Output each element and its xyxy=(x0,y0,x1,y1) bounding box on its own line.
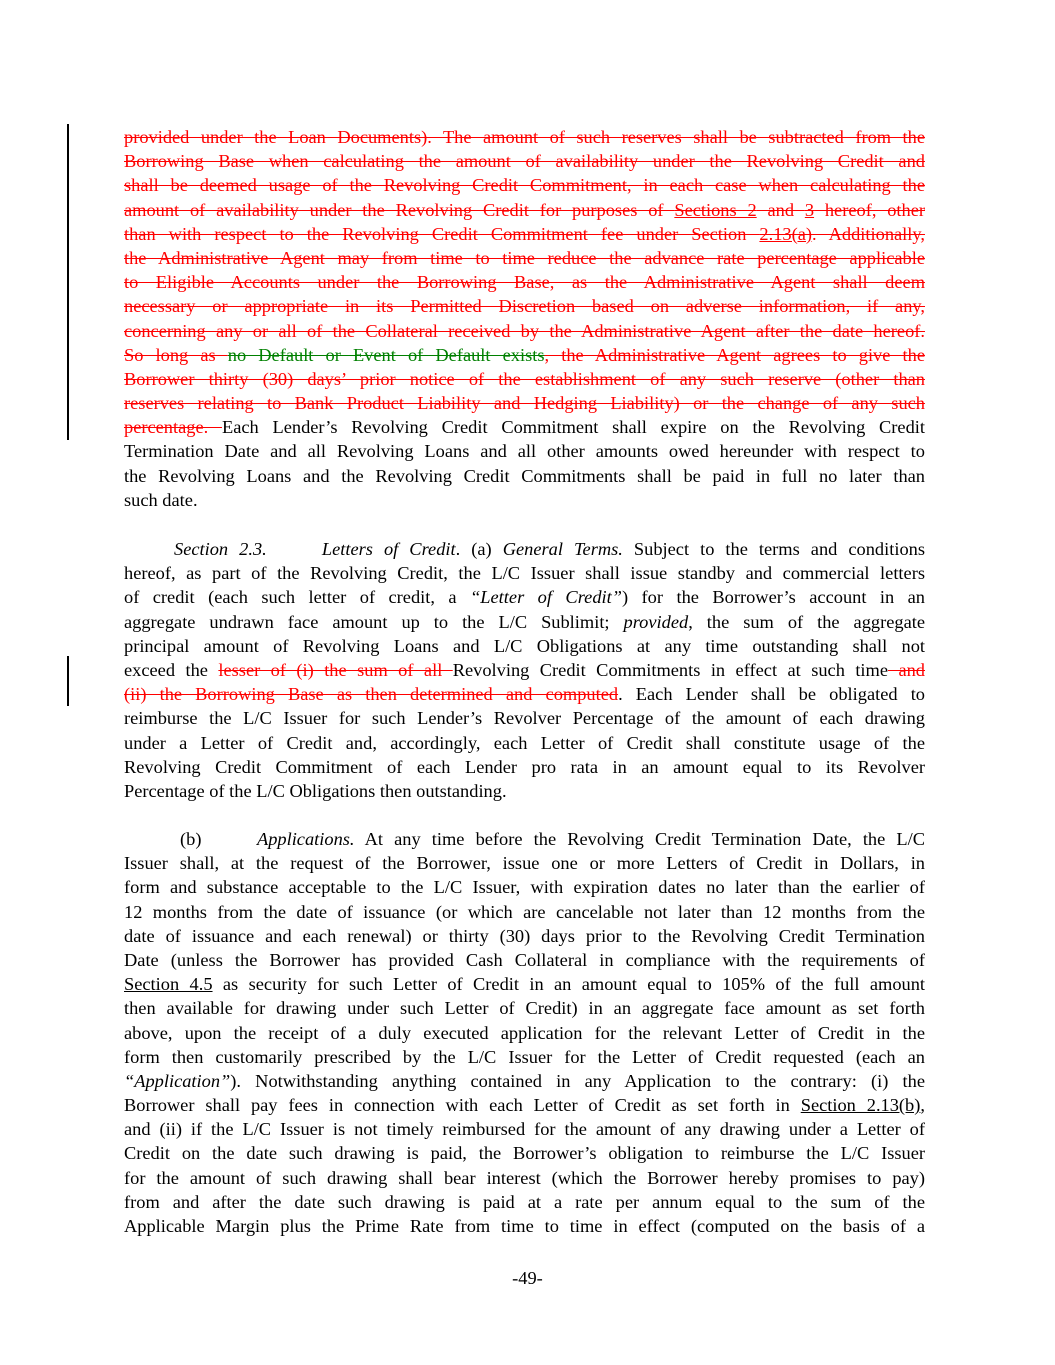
text-segment: Date (unless the Borrower has provided Cash Collateral in compliance with the requirements of xyxy=(124,949,925,970)
text-line xyxy=(124,125,925,149)
text-segment: from and after the date such drawing is paid at a rate per annum equal to the sum of the xyxy=(124,1191,925,1212)
deleted-text: lesser of (i) the sum of all xyxy=(218,659,453,680)
deleted-underlined-reference: Sections 2 xyxy=(674,199,757,220)
text-line xyxy=(124,488,925,512)
text-segment: as security for such Letter of Credit in an amount equal to 105% of the full amount xyxy=(212,974,925,995)
text-line xyxy=(124,924,925,948)
deleted-underlined-reference: 3 xyxy=(804,199,815,220)
italic-text: Letters of Credit xyxy=(321,539,456,559)
text-line xyxy=(124,755,925,779)
text-segment: ). Notwithstanding anything contained in any Application to the contrary: (i) the xyxy=(230,1070,925,1091)
text-line xyxy=(124,1069,925,1093)
deleted-text: Borrowing Base when calculating the amount of availability under the Revolving Credit and xyxy=(124,151,925,172)
text-line xyxy=(124,439,925,463)
text-segment: of credit (each such letter of credit, a xyxy=(124,587,471,608)
text-line xyxy=(124,1214,925,1238)
text-line xyxy=(124,1117,925,1141)
deleted-text: and xyxy=(756,199,805,220)
text-segment: Each Lender’s Revolving Credit Commitment shall expire on the Revolving Credit xyxy=(221,417,925,438)
text-segment: hereof, as part of the Revolving Credit, the L/C Issuer shall issue standby and commercial letters xyxy=(124,563,925,584)
text-line xyxy=(124,851,925,875)
text-line xyxy=(124,319,925,343)
deleted-text: concerning any or all of the Collateral received by the Administrative Agent after the date hereof. xyxy=(124,320,925,341)
text-segment: Issuer shall, at the request of the Borrower, issue one or more Letters of Credit in Dollars, in xyxy=(124,853,925,874)
text-segment: , the sum of the aggregate xyxy=(688,611,925,632)
text-segment: such date. xyxy=(124,489,198,510)
deleted-text: Borrower thirty (30) days’ prior notice of the establishment of any such reserve (other than xyxy=(124,368,925,389)
text-line xyxy=(124,1045,925,1069)
text-line xyxy=(124,343,925,367)
text-segment: exceed the xyxy=(124,659,219,680)
text-segment: Percentage of the L/C Obligations then outstanding. xyxy=(124,780,507,801)
text-segment: under a Letter of Credit and, accordingly, each Letter of Credit shall constitute usage of the xyxy=(124,732,925,753)
deleted-text: amount of availability under the Revolving Credit for purposes of xyxy=(124,199,675,220)
moved-text: no Default or Event of Default exists xyxy=(227,344,545,365)
text-segment: form and substance acceptable to the L/C Issuer, with expiration dates no later than the earlier of xyxy=(124,877,925,898)
deleted-text: provided under the Loan Documents). The amount of such reserves shall be subtracted from the xyxy=(124,127,925,147)
italic-text: Applications. xyxy=(256,829,355,849)
text-segment: above, upon the receipt of a duly executed application for the relevant Letter of Credit in the xyxy=(124,1022,925,1043)
text-segment: for the amount of such drawing shall bear interest (which the Borrower hereby promises to pay) xyxy=(124,1167,925,1188)
text-line xyxy=(124,706,925,730)
deleted-underlined-reference: 2.13(a) xyxy=(759,223,813,244)
text-segment: Revolving Credit Commitments in effect at such time xyxy=(452,659,889,680)
text-line xyxy=(124,658,925,682)
text-segment: (b) xyxy=(180,829,257,849)
deleted-text: percentage. xyxy=(124,417,222,438)
text-line xyxy=(124,996,925,1020)
text-line xyxy=(124,1190,925,1214)
text-line xyxy=(124,779,925,803)
text-segment: the Revolving Loans and the Revolving Credit Commitments shall be paid in full no later than xyxy=(124,465,925,486)
paragraph-revolving-credit-reserves xyxy=(124,125,925,512)
text-line xyxy=(124,222,925,246)
text-line xyxy=(124,294,925,318)
text-segment: 12 months from the date of issuance (or which are cancelable not later than 12 months from the xyxy=(124,901,925,922)
text-segment: date of issuance and each renewal) or thirty (30) days prior to the Revolving Credit Termination xyxy=(124,925,925,946)
text-line xyxy=(124,270,925,294)
text-line xyxy=(124,900,925,924)
change-bar xyxy=(67,124,69,440)
text-segment: Applicable Margin plus the Prime Rate from time to time in effect (computed on the basis of a xyxy=(124,1216,925,1236)
deleted-text: the Administrative Agent may from time to time reduce the advance rate percentage applicable xyxy=(124,247,925,268)
text-line xyxy=(124,1141,925,1165)
text-segment: principal amount of Revolving Loans and L/C Obligations at any time outstanding shall not xyxy=(124,635,925,656)
text-line xyxy=(124,610,925,634)
text-segment: form then customarily prescribed by the L/C Issuer for the Letter of Credit requested (each an xyxy=(124,1046,925,1067)
text-segment: Credit on the date such drawing is paid, the Borrower’s obligation to reimburse the L/C Issuer xyxy=(124,1143,925,1164)
text-line xyxy=(124,1093,925,1117)
italic-text: General Terms. xyxy=(502,539,623,559)
text-segment xyxy=(267,539,322,559)
page-number: -49- xyxy=(512,1268,543,1288)
text-line xyxy=(124,731,925,755)
italic-text: provided xyxy=(623,611,689,632)
deleted-text: than with respect to the Revolving Credit Commitment fee under Section xyxy=(124,223,760,244)
text-segment: and (ii) if the L/C Issuer is not timely reimbursed for the amount of any drawing under a Letter of xyxy=(124,1119,925,1140)
text-segment: then available for drawing under such Letter of Credit) in an aggregate face amount as set forth xyxy=(124,998,925,1019)
text-segment: . (a) xyxy=(455,539,503,559)
paragraph-b-applications xyxy=(124,827,925,1238)
text-line xyxy=(124,1166,925,1190)
deleted-text: necessary or appropriate in its Permitted Discretion based on adverse information, if any, xyxy=(124,296,925,317)
text-segment: At any time before the Revolving Credit Termination Date, the L/C xyxy=(354,829,925,849)
text-line xyxy=(124,149,925,173)
text-segment: aggregate undrawn face amount up to the L/C Sublimit; xyxy=(124,611,624,632)
text-line xyxy=(124,464,925,488)
text-line xyxy=(124,391,925,415)
text-segment: Subject to the terms and conditions xyxy=(622,539,925,559)
text-segment: . Each Lender shall be obligated to xyxy=(618,684,925,705)
italic-text: Section 2.3. xyxy=(174,539,267,559)
text-line xyxy=(124,198,925,222)
text-line xyxy=(124,367,925,391)
deleted-text: shall be deemed usage of the Revolving Credit Commitment, in each case when calculating the xyxy=(124,175,925,196)
text-line xyxy=(124,972,925,996)
deleted-text: . Additionally, xyxy=(812,223,925,244)
section-reference: Section 4.5 xyxy=(124,974,213,995)
deleted-text: , the Administrative Agent agrees to give the xyxy=(544,344,925,365)
deleted-text: to Eligible Accounts under the Borrowing Base, as the Administrative Agent shall deem xyxy=(124,272,925,293)
text-line xyxy=(124,173,925,197)
text-segment: reimburse the L/C Issuer for such Lender’s Revolver Percentage of the amount of each drawing xyxy=(124,708,925,729)
change-bar xyxy=(67,656,69,706)
italic-text: “Application” xyxy=(124,1070,231,1091)
text-segment: , xyxy=(920,1095,925,1116)
text-line xyxy=(124,634,925,658)
text-line xyxy=(124,585,925,609)
deleted-text: So long as xyxy=(124,344,228,365)
section-reference: Section 2.13(b) xyxy=(800,1095,921,1116)
text-line xyxy=(124,682,925,706)
deleted-text: and xyxy=(888,659,925,680)
text-line xyxy=(124,246,925,270)
text-line xyxy=(124,875,925,899)
text-segment: Revolving Credit Commitment of each Lender pro rata in an amount equal to its Revolver xyxy=(124,756,925,777)
text-segment: Termination Date and all Revolving Loans and all other amounts owed hereunder with respect to xyxy=(124,441,925,462)
deleted-text: hereof, other xyxy=(814,199,925,220)
text-line xyxy=(124,948,925,972)
text-line xyxy=(124,415,925,439)
text-line xyxy=(124,561,925,585)
deleted-text: reserves relating to Bank Product Liability and Hedging Liability) or the change of any such xyxy=(124,393,925,414)
italic-text: “Letter of Credit” xyxy=(470,587,622,608)
text-segment: ) for the Borrower’s account in an xyxy=(621,587,925,608)
paragraph-section-2-3-letters-of-credit xyxy=(124,537,925,803)
text-line xyxy=(124,827,925,851)
text-line xyxy=(124,537,925,561)
text-segment: Borrower shall pay fees in connection with each Letter of Credit as set forth in xyxy=(124,1095,801,1116)
deleted-text: (ii) the Borrowing Base as then determined and computed xyxy=(124,684,619,705)
text-line xyxy=(124,1021,925,1045)
